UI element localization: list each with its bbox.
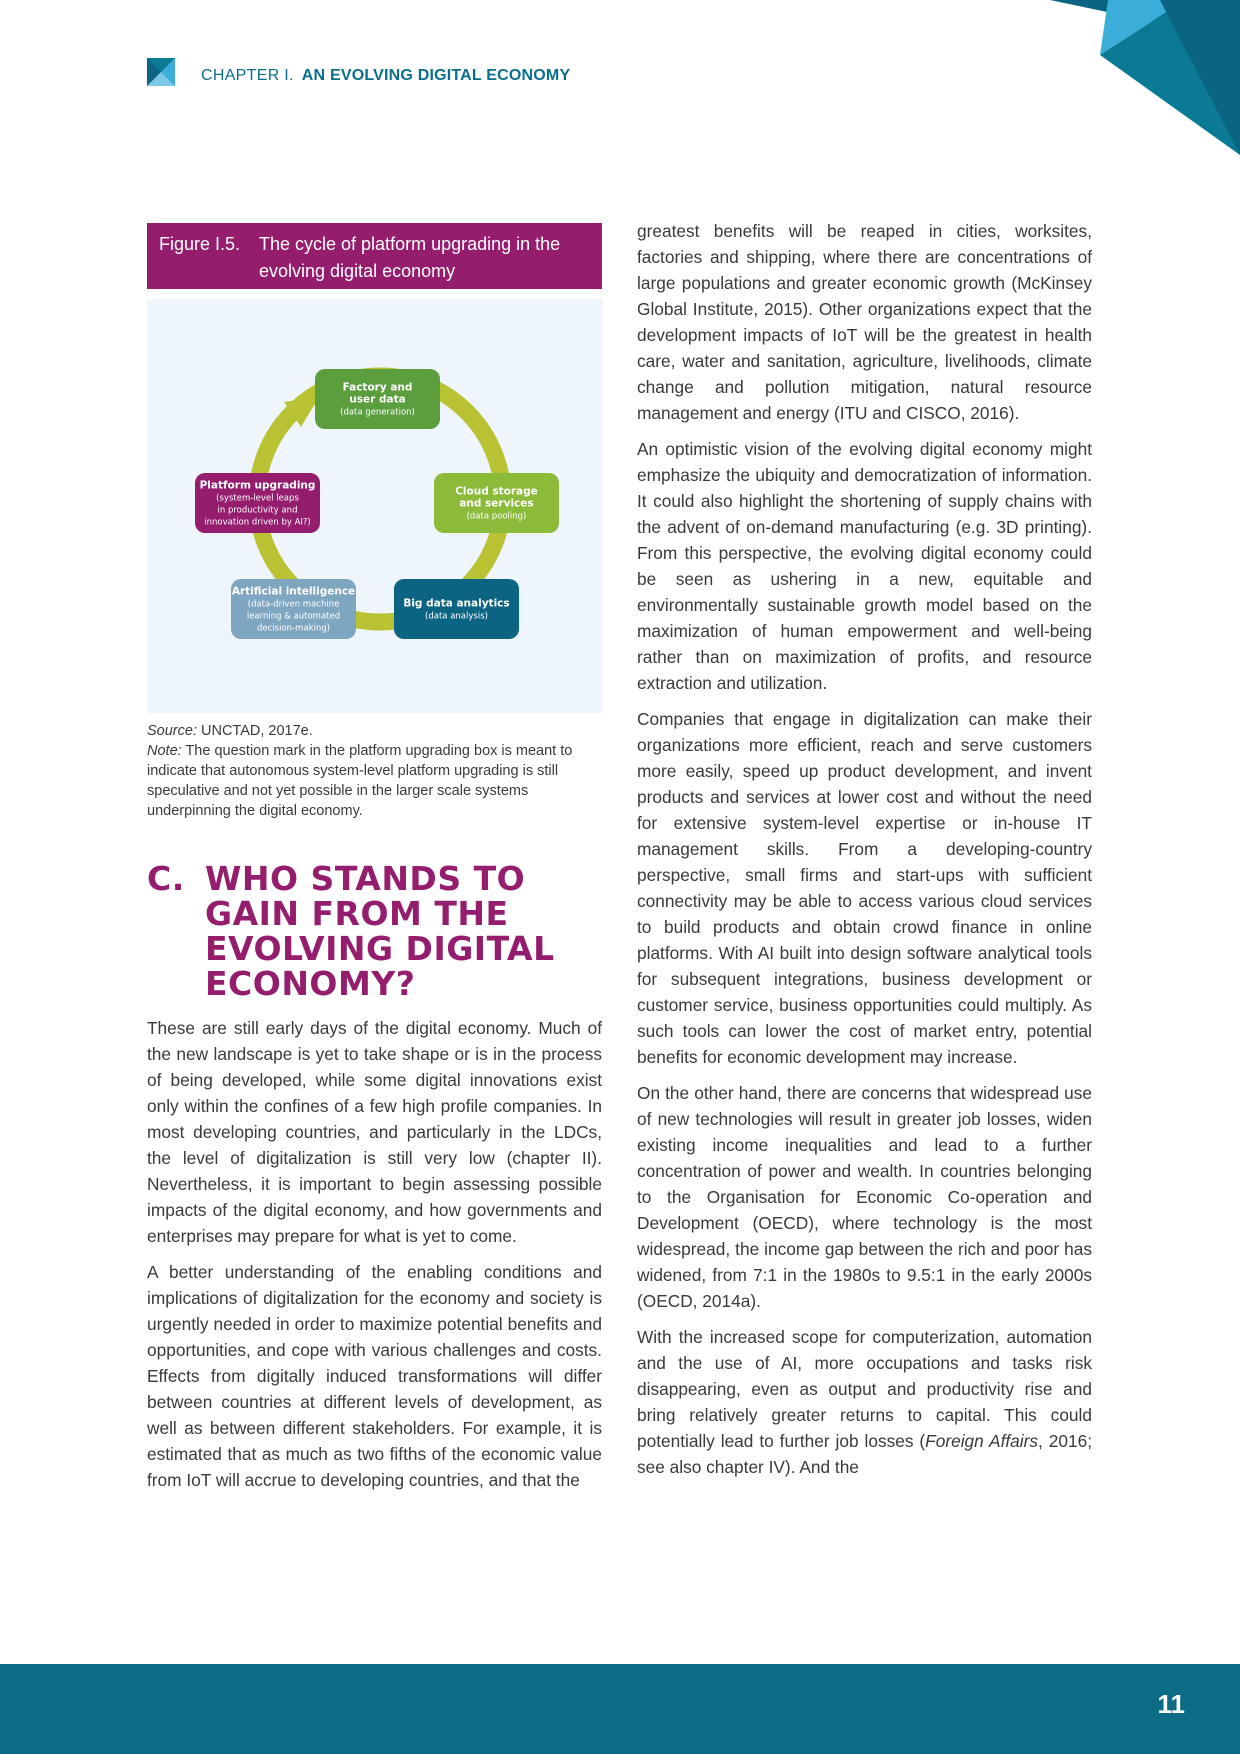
node-title: Platform upgrading — [199, 479, 316, 492]
source-label: Source: — [147, 723, 197, 739]
section-title: WHO STANDS TO GAIN FROM THE EVOLVING DIGITAL ECONOMY? — [205, 859, 555, 1003]
page-number: 11 — [1157, 1689, 1185, 1719]
figure-source — [147, 721, 602, 741]
figure-header — [147, 223, 602, 289]
chapter-header — [147, 58, 570, 86]
node-subtitle: (data-driven machine — [247, 599, 340, 610]
node-subtitle: (system-level leaps — [216, 493, 299, 504]
right-column — [637, 218, 1092, 1490]
figure-title: The cycle of platform upgrading in the evolving digital economy — [259, 234, 561, 281]
paragraph: On the other hand, there are concerns that widespread use of new technologies will result in greater job losses, widen existing income inequalities and lead to a further concentration of power and wealth. In countries belonging to the Organisation for Economic Co-operation and Development (OECD), where technology is the most widespread, the income gap between the rich and poor has widened, from 7:1 in the 1980s to 9.5:1 in the early 2000s (OECD, 2014a). — [637, 1083, 1092, 1311]
paragraph: Companies that engage in digitalization can make their organizations more efficient, reach and serve customers more easily, speed up product development, and invent products and services at lower cost and without the need for extensive system-level expertise or in-house IT management skills. From a developing-country perspective, small firms and start-ups with sufficient connectivity may be able to access various cloud services to build products and obtain crowd finance in online platforms. With AI built into design software analytical tools for subsequent integrations, business development or customer service, business opportunities could multiply. As such tools can lower the cost of market entry, potential benefits for economic development may increase. — [637, 709, 1092, 1067]
node-title: Factory and — [342, 381, 413, 394]
node-cloud-storage — [434, 473, 559, 533]
footer-bar — [0, 1664, 1240, 1754]
node-title: Big data analytics — [403, 597, 510, 610]
cycle-diagram — [147, 299, 602, 713]
node-factory-user-data — [315, 369, 440, 429]
node-title: user data — [349, 393, 406, 406]
section-letter: C. — [147, 859, 185, 898]
note-text: The question mark in the platform upgrading box is meant to indicate that autonomous system-level platform upgrading is still speculative and not yet possible in the larger scale systems underpinning the digital economy. — [147, 743, 573, 819]
publication-name: Foreign Affairs — [925, 1431, 1039, 1451]
node-artificial-intelligence — [231, 579, 356, 639]
chapter-title: AN EVOLVING DIGITAL ECONOMY — [301, 67, 571, 84]
corner-decoration — [1000, 0, 1240, 160]
paragraph: greatest benefits will be reaped in cities, worksites, factories and shipping, where there are concentrations of large populations and greater economic growth (McKinsey Global Institute, 2015). Other organizations expect that the development impacts of IoT will be the greatest in health care, water and sanitation, agriculture, livelihoods, climate change and pollution mitigation, natural resource management and energy (ITU and CISCO, 2016). — [637, 221, 1092, 423]
paragraph-text: With the increased scope for computerization, automation and the use of AI, more occupations and tasks risk disappearing, even as output and productivity rise and bring relatively greater returns to capital. This could potentially lead to further job losses ( — [637, 1327, 1092, 1451]
node-platform-upgrading — [195, 473, 320, 533]
paragraph: A better understanding of the enabling conditions and implications of digitalization for the economy and society is urgently needed in order to maximize potential benefits and opportunities, and cope with various challenges and costs. Effects from digitally induced transformations will differ between countries at different levels of development, as well as between different stakeholders. For example, it is estimated that as much as two fifths of the economic value from IoT will accrue to developing countries, and that the — [147, 1262, 602, 1490]
node-big-data-analytics — [394, 579, 519, 639]
source-text: UNCTAD, 2017e. — [201, 723, 313, 739]
figure-note — [147, 741, 602, 821]
figure-diagram — [147, 299, 602, 713]
node-title: Cloud storage — [455, 485, 538, 498]
section-heading — [147, 861, 602, 1001]
left-column — [147, 223, 602, 1503]
node-subtitle: decision-making) — [257, 623, 330, 634]
node-title: and services — [459, 497, 534, 510]
node-subtitle: (data analysis) — [425, 611, 488, 622]
node-subtitle: innovation driven by AI?) — [204, 517, 311, 528]
paragraph-text: , 2016; see also chapter IV). And the — [637, 1431, 1092, 1477]
chapter-logo-icon — [147, 58, 175, 86]
note-label: Note: — [147, 743, 182, 759]
paragraph — [637, 1324, 1092, 1480]
figure-number: Figure I.5. — [159, 234, 241, 254]
chapter-prefix: CHAPTER I. — [201, 67, 294, 84]
node-subtitle: in productivity and — [217, 505, 298, 516]
node-subtitle: learning & automated — [246, 611, 341, 622]
node-subtitle: (data generation) — [340, 407, 415, 418]
node-subtitle: (data pooling) — [466, 511, 527, 522]
paragraph: These are still early days of the digital economy. Much of the new landscape is yet to take shape or is in the process of being developed, while some digital innovations exist only within the confines of a few high profile companies. In most developing countries, and particularly in the LDCs, the level of digitalization is still very low (chapter II). Nevertheless, it is important to begin assessing possible impacts of the digital economy, and how governments and enterprises may prepare for what is yet to come. — [147, 1018, 602, 1246]
paragraph: An optimistic vision of the evolving digital economy might emphasize the ubiquity and democratization of information. It could also highlight the shortening of supply chains with the advent of on-demand manufacturing (e.g. 3D printing). From this perspective, the evolving digital economy could be seen as ushering in a new, equitable and environmentally sustainable growth model based on the maximization of human empowerment and well-being rather than on maximization of profits, and resource extraction and utilization. — [637, 439, 1092, 693]
node-title: Artificial intelligence — [231, 585, 356, 598]
